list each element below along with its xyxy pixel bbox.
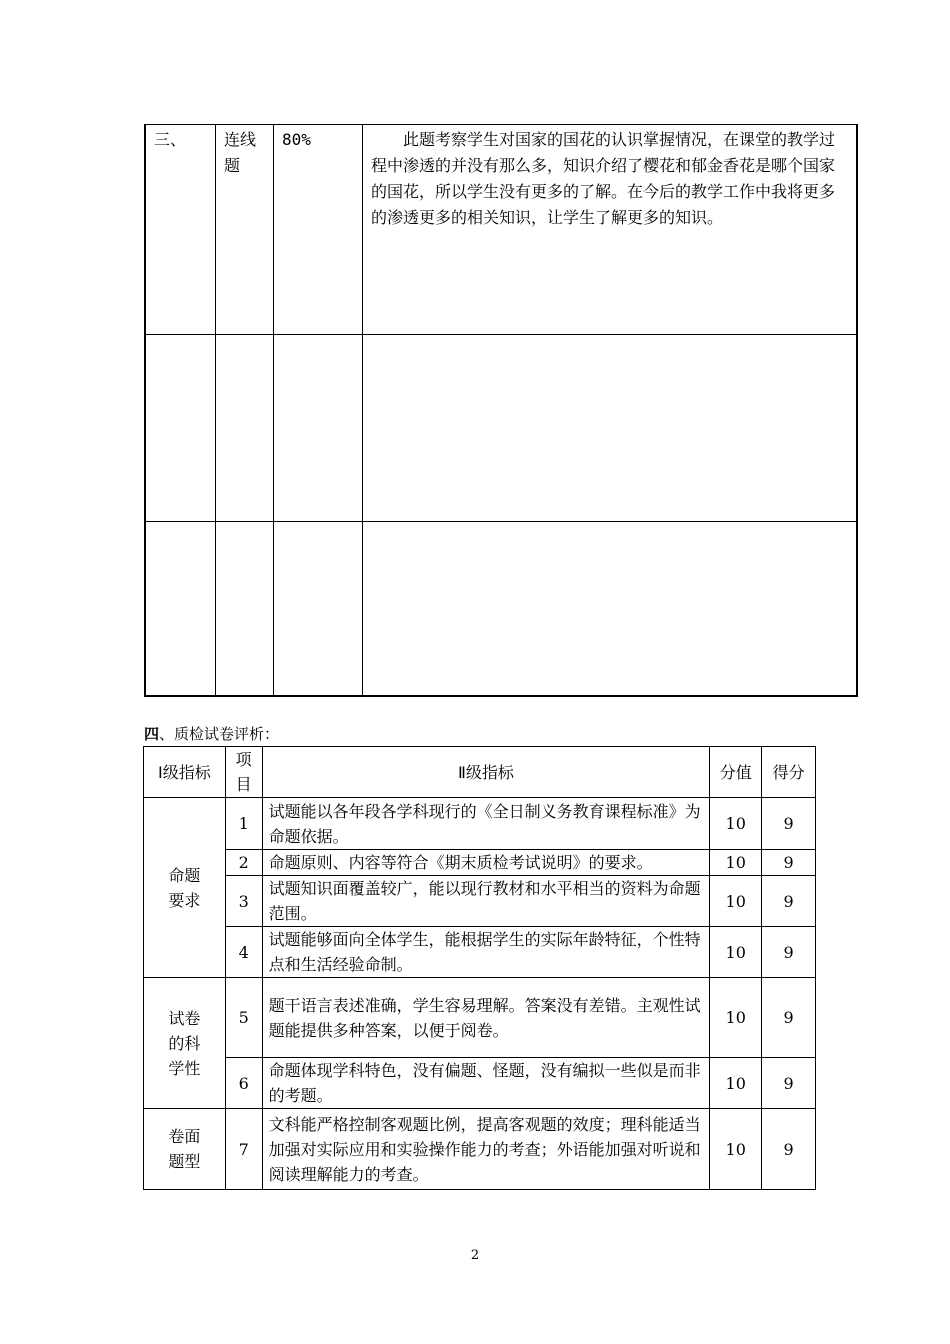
item-number: 2 [225, 850, 262, 876]
item-score: 9 [762, 798, 816, 850]
empty-cell [274, 335, 363, 522]
item-number: 4 [225, 927, 262, 978]
item-value: 10 [710, 927, 762, 978]
group-cell: 试卷的科学性 [144, 978, 226, 1109]
item-text: 试题知识面覆盖较广，能以现行教材和水平相当的资料为命题范围。 [262, 876, 710, 927]
item-number: 7 [225, 1109, 262, 1190]
item-number: 5 [225, 978, 262, 1058]
empty-cell [145, 522, 216, 696]
item-text: 命题体现学科特色，没有偏题、怪题，没有编拟一些似是而非的考题。 [262, 1058, 710, 1109]
header-score-value: 分值 [710, 747, 762, 798]
question-analysis-table [144, 124, 858, 697]
item-score: 9 [762, 1058, 816, 1109]
exam-evaluation-table [143, 746, 816, 1190]
item-score: 9 [762, 927, 816, 978]
empty-cell [216, 522, 274, 696]
item-value: 10 [710, 978, 762, 1058]
item-score: 9 [762, 1109, 816, 1190]
item-value: 10 [710, 876, 762, 927]
item-text: 试题能以各年段各学科现行的《全日制义务教育课程标准》为命题依据。 [262, 798, 710, 850]
item-value: 10 [710, 850, 762, 876]
group-cell: 卷面题型 [144, 1109, 226, 1190]
header-item: 项目 [225, 747, 262, 798]
item-number: 3 [225, 876, 262, 927]
item-value: 10 [710, 1058, 762, 1109]
item-text: 试题能够面向全体学生，能根据学生的实际年龄特征，个性特点和生活经验命制。 [262, 927, 710, 978]
empty-cell [363, 522, 858, 696]
question-type-cell: 连线题 [216, 125, 274, 335]
empty-cell [145, 335, 216, 522]
header-score-got: 得分 [762, 747, 816, 798]
empty-cell [363, 335, 858, 522]
item-text: 命题原则、内容等符合《期末质检考试说明》的要求。 [262, 850, 710, 876]
empty-cell [274, 522, 363, 696]
item-number: 1 [225, 798, 262, 850]
item-value: 10 [710, 1109, 762, 1190]
group-cell: 命题要求 [144, 798, 226, 978]
item-score: 9 [762, 978, 816, 1058]
item-score: 9 [762, 876, 816, 927]
section-four-heading: 四、质检试卷评析： [144, 725, 280, 743]
item-text: 题干语言表述准确，学生容易理解。答案没有差错。主观性试题能提供多种答案，以便于阅卷。 [262, 978, 710, 1058]
header-level1: Ⅰ级指标 [144, 747, 226, 798]
question-number-cell: 三、 [145, 125, 216, 335]
score-rate-cell: 80% [274, 125, 363, 335]
empty-cell [216, 335, 274, 522]
header-level2: Ⅱ级指标 [262, 747, 710, 798]
analysis-comment-cell: 此题考察学生对国家的国花的认识掌握情况，在课堂的教学过程中渗透的并没有那么多，知识介绍了樱花和郁金香花是哪个国家的国花，所以学生没有更多的了解。在今后的教学工作中我将更多的渗透更多的相关知识，让学生了解更多的知识。 [363, 125, 858, 335]
item-number: 6 [225, 1058, 262, 1109]
item-text: 文科能严格控制客观题比例，提高客观题的效度；理科能适当加强对实际应用和实验操作能力的考查；外语能加强对听说和阅读理解能力的考查。 [262, 1109, 710, 1190]
page-number: 2 [470, 1248, 480, 1263]
item-value: 10 [710, 798, 762, 850]
item-score: 9 [762, 850, 816, 876]
